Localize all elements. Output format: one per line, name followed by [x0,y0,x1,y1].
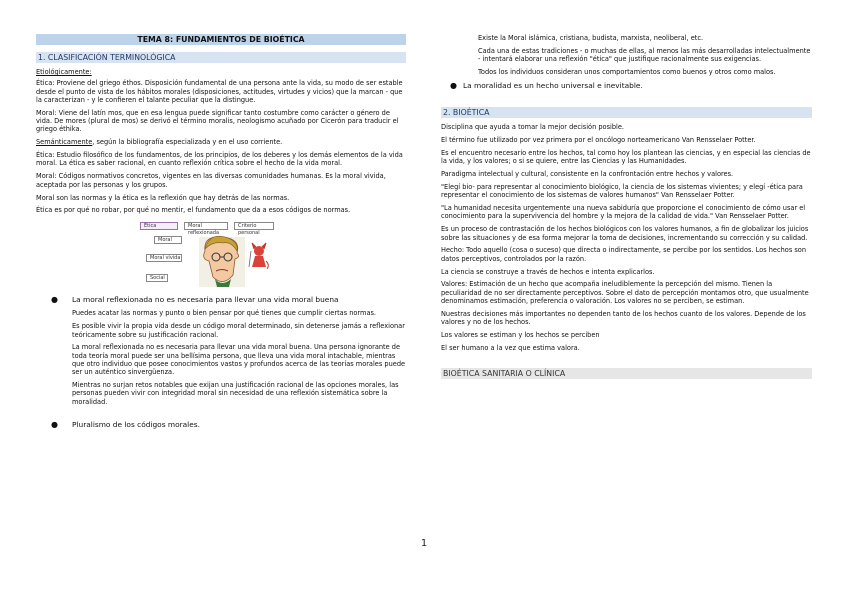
bullet-dot-icon: ● [51,420,58,430]
bullet-text: La moral reflexionada no es necesaria para llevar una vida moral buena [72,295,339,305]
bullet-dot-icon: ● [450,80,457,90]
bullet-dot-icon: ● [51,295,58,305]
paragraph-persona-ignorante: La moral reflexionada no es necesaria para llevar una vida moral buena. Una persona ignorante de toda teoría moral puede ser una bellísima persona, que lleva una vida moral intachable, mientras que otro individuo que posee conocimientos vastos y profundos acerca de las teorías morales puede ser un auténtico sinvergüenza. [72,343,406,377]
paragraph-ser-humano: El ser humano a la vez que estima valora. [441,344,580,353]
fig-label-moral-reflexionada: Moral reflexionada [184,222,228,230]
semanticamente-paragraph [36,138,406,146]
paragraph-etica-origen: Ética: Proviene del griego éthos. Disposición fundamental de una persona ante la vida, su modo de ser estable desde el punto de vista de los hábitos morales (disposiciones, actitudes, virtudes y vicios) que la marcan - que la caracterizan - y le confieren el talante peculiar que la distingue. [36,79,403,104]
paragraph-moral-codigos: Moral: Códigos normativos concretos, vigentes en las diversas comunidades humanas. Es la moral vivida, aceptada por las personas y los grupos. [36,172,386,189]
fig-label-etica: Ética [140,222,178,230]
paragraph-valores: Valores: Estimación de un hecho que acompaña ineludiblemente la percepción del mismo. Tienen la peculiaridad de no ser directamente perceptivos. Sobre el dato de percepción montamos otro, que usualmente denominamos estimación, preferencia o valoración. Los valores no se perciben, se estiman. [441,280,809,306]
paragraph-normas: Moral son las normas y la ética es la reflexión que hay detrás de las normas. [36,193,290,202]
bullet-text: La moralidad es un hecho universal e inevitable. [463,80,643,90]
paragraph-encuentro: Es el encuentro necesario entre los hechos, tal como hoy los plantean las ciencias, y en especial las ciencias de la vida, y los valores; o si se quiere, entre las Ciencias y las Humanidades. [441,148,811,166]
paragraph-hecho: Hecho: Todo aquello (cosa o suceso) que directa o indirectamente, se percibe por los sentidos. Los hechos son datos perceptivos, controlados por la razón. [441,246,807,263]
section-heading-bioetica: 2. BIOÉTICA [441,107,812,118]
right-column [441,34,812,384]
fig-label-moral-vivida: Moral vivida [146,254,182,262]
thinking-face-icon [195,231,249,289]
etimologicamente-label: Etiológicamente: [36,68,92,76]
paragraph-robar: Ética es por qué no robar, por qué no mentir, el fundamento que da a esos códigos de normas. [36,206,351,215]
paragraph-buenos-malos: Todos los individuos consideran unos comportamientos como buenos y otros como malos. [478,68,776,77]
paragraph-acatar-normas: Puedes acatar las normas y punto o bien pensar por qué tienes que cumplir ciertas normas. [72,309,377,318]
fig-label-moral: Moral [154,236,182,244]
paragraph-moral-origen: Moral: Viene del latín mos, que en esa lengua puede significar tanto costumbre como carácter o género de vida. De mores (plural de mos) se derivó el término moralis, neologismo acuñado por Cicerón para traducir el griego éthika. [36,108,399,134]
paragraph-reflexion-etica: Cada una de estas tradiciones - o muchas de ellas, al menos las más desarrolladas intelectualmente - intentará elaborar una reflexión "ética" que justifique racionalmente sus exigencias. [478,46,811,64]
section-heading-bioetica-sanitaria: BIOÉTICA SANITARIA O CLÍNICA [441,368,812,379]
page-number: 1 [420,538,428,549]
quote-potter-bio: "Elegí bio- para representar al conocimiento biológico, la ciencia de los sistemas vivientes; y elegí -ética para representar el conocimiento de los sistemas de valores humanos" Van Rensselaer Potter. [441,182,803,200]
paragraph-estiman-perciben: Los valores se estiman y los hechos se perciben [441,331,600,340]
paragraph-codigo-moral: Es posible vivir la propia vida desde un código moral determinado, sin detenerse jamás a reflexionar teóricamente sobre su justificación racional. [72,322,405,339]
fig-label-criterio-personal: Criterio personal [234,222,274,230]
paragraph-tradiciones-morales: Existe la Moral islámica, cristiana, budista, marxista, neoliberal, etc. [478,34,704,42]
paragraph-disciplina: Disciplina que ayuda a tomar la mejor decisión posible. [441,122,625,131]
document-title: TEMA 8: FUNDAMIENTOS DE BIOÉTICA [36,34,406,45]
fig-label-social: Social [146,274,168,282]
left-column [36,34,406,434]
paragraph-etica-estudio: Ética: Estudio filosófico de los fundamentos, de los principios, de los deberes y los demás elementos de la vida moral. La ética es saber racional, en cuanto reflexión crítica sobre el hecho de la vida moral. [36,151,403,168]
bullet-moralidad-universal [441,81,812,90]
section-heading-clasificacion: 1. CLASIFICACIÓN TERMINOLÓGICA [36,52,406,63]
paragraph-contrastacion: Es un proceso de contrastación de los hechos biológicos con los valores humanos, a fin de globalizar los juicios sobre las situaciones y de esa forma mejorar la toma de decisiones, incrementando su corrección y su calidad. [441,225,809,242]
paragraph-decisiones: Nuestras decisiones más importantes no dependen tanto de los hechos cuanto de los valores. Depende de los valores y no de los hechos. [441,309,806,327]
paragraph-retos-notables: Mientras no surjan retos notables que exijan una justificación racional de las opciones morales, las personas pueden vivir con integridad moral sin necesidad de una reflexión sistemática sobre la moralidad. [72,381,399,406]
semanticamente-label: Semánticamente [36,138,93,147]
ethics-moral-illustration [140,219,270,289]
bullet-pluralismo [36,420,406,429]
quote-potter-sabiduria: "La humanidad necesita urgentemente una nueva sabiduría que proporcione el conocimiento de cómo usar el conocimiento para la supervivencia del hombre y la mejora de la calidad de vida." Van Rensselaer Potter. [441,204,806,221]
paragraph-potter-termino: El término fue utilizado por vez primera por el oncólogo norteamericano Van Rensselaer Potter. [441,135,756,144]
semanticamente-text: , según la bibliografía especializada y en el uso corriente. [92,138,283,147]
bullet-moral-reflexionada [36,295,406,304]
paragraph-paradigma: Paradigma intelectual y cultural, consistente en la confrontación entre hechos y valores. [441,169,734,178]
bullet-text: Pluralismo de los códigos morales. [72,420,200,430]
paragraph-ciencia: La ciencia se construye a través de hechos e intenta explicarlos. [441,267,655,276]
devil-icon [248,241,270,271]
